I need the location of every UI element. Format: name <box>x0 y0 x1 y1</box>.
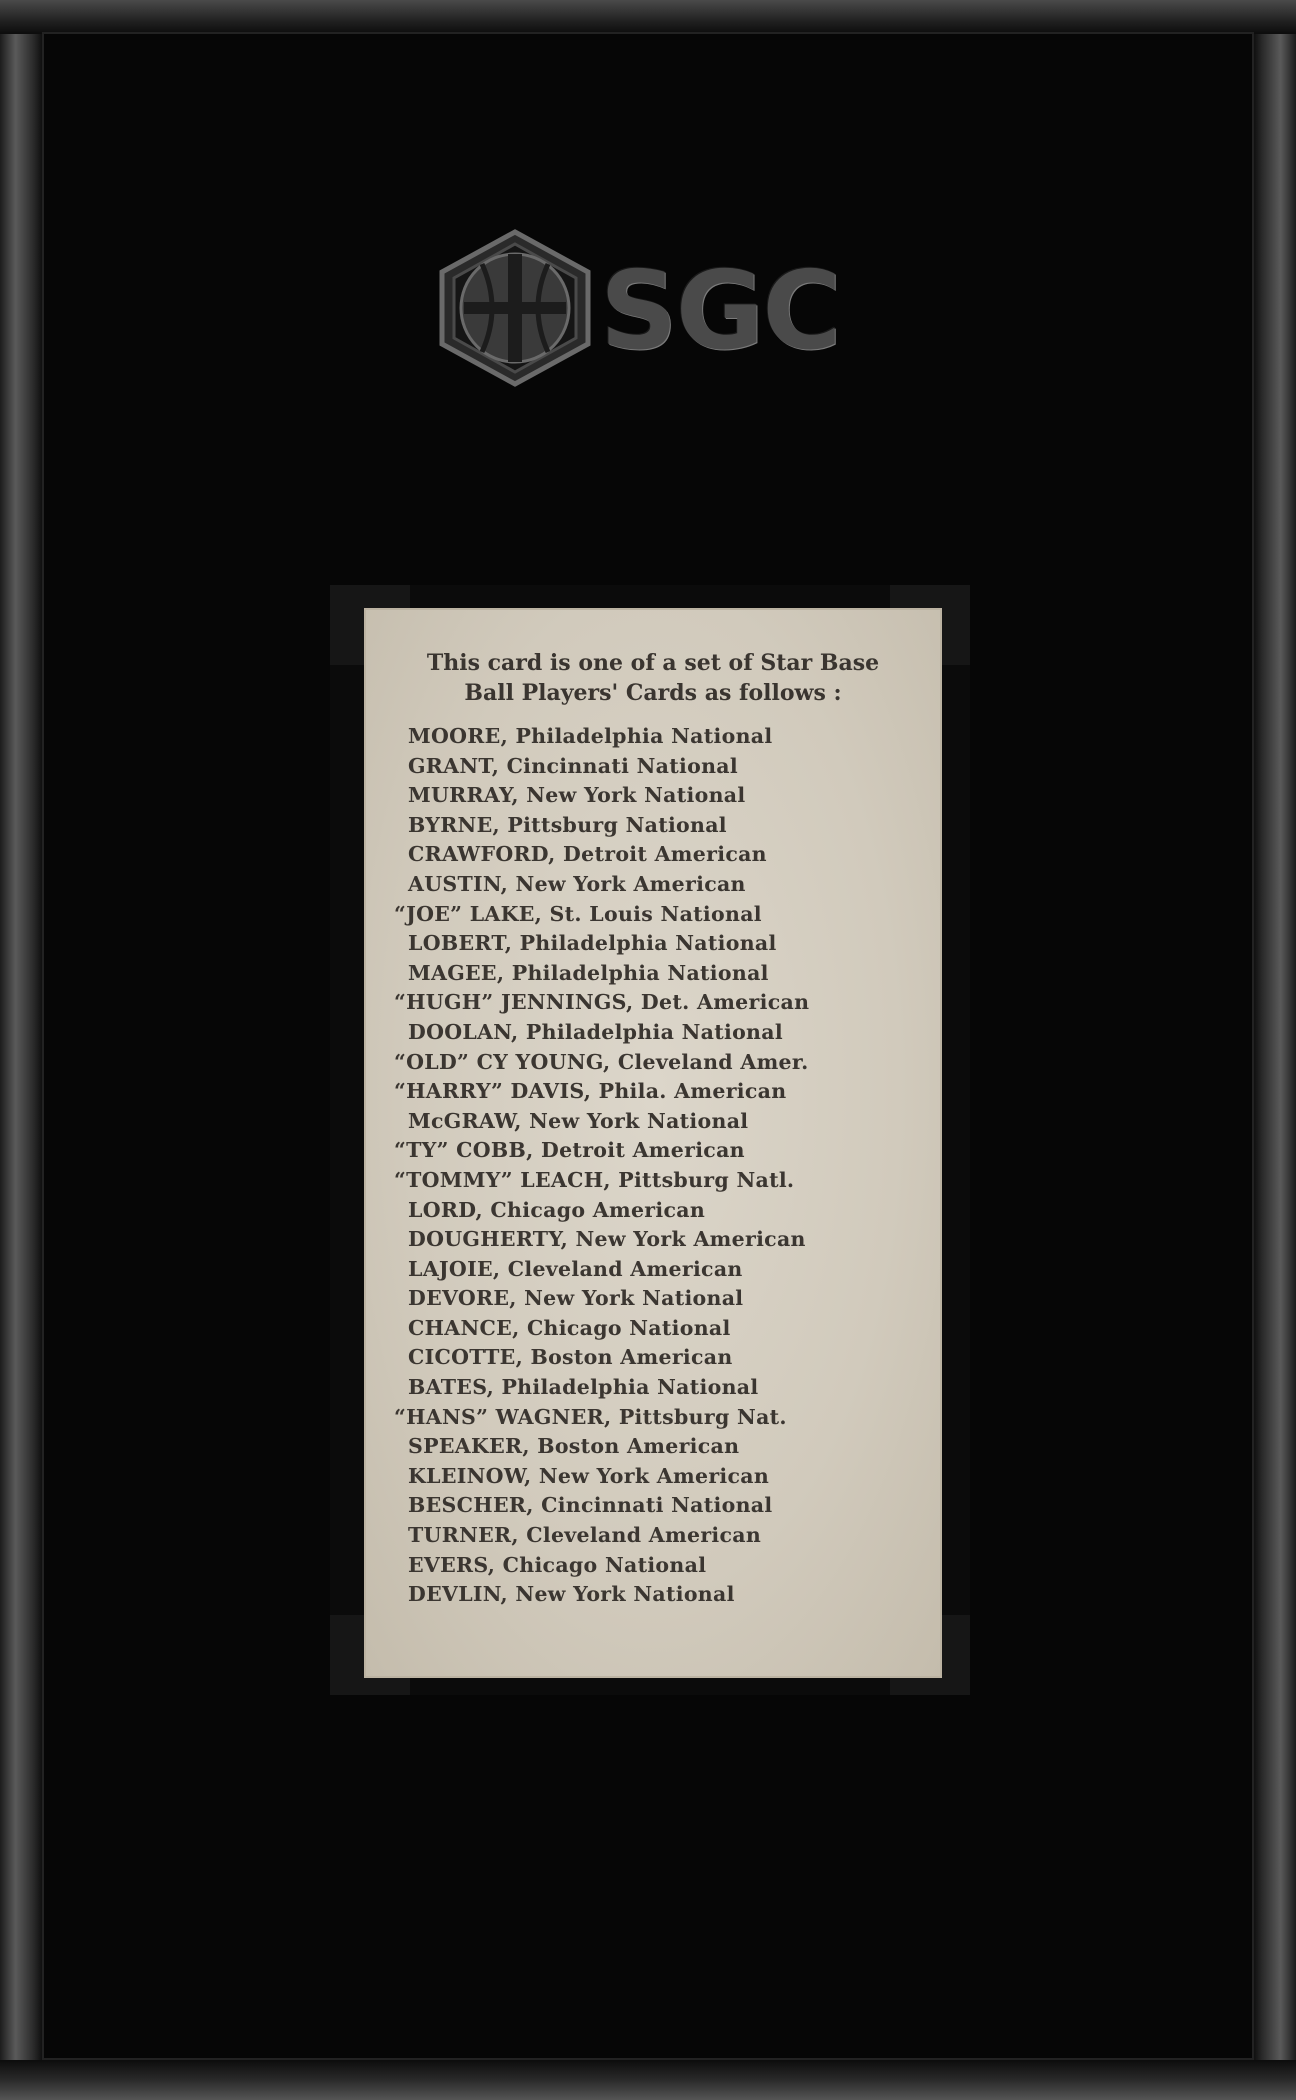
player-entry: BESCHER, Cincinnati National <box>408 1493 773 1518</box>
player-entry: BYRNE, Pittsburg National <box>408 812 727 837</box>
player-entry: LORD, Chicago American <box>408 1197 706 1222</box>
player-entry: “OLD” CY YOUNG, Cleveland Amer. <box>394 1049 809 1074</box>
player-entry: SPEAKER, Boston American <box>408 1434 740 1459</box>
card-heading-line-1: This card is one of a set of Star Base <box>426 650 880 676</box>
player-entry: McGRAW, New York National <box>408 1108 749 1133</box>
player-entry: DEVORE, New York National <box>408 1286 744 1311</box>
player-entry: MAGEE, Philadelphia National <box>408 960 769 985</box>
player-entry: DOOLAN, Philadelphia National <box>408 1019 783 1044</box>
baseball-card-back <box>364 608 942 1678</box>
player-entry: LOBERT, Philadelphia National <box>408 931 777 956</box>
player-entry: BATES, Philadelphia National <box>408 1375 759 1400</box>
player-entry: DOUGHERTY, New York American <box>408 1227 806 1252</box>
player-entry: “HUGH” JENNINGS, Det. American <box>394 990 810 1015</box>
card-heading-line-2: Ball Players' Cards as follows : <box>464 680 842 706</box>
player-entry: “HARRY” DAVIS, Phila. American <box>394 1079 787 1104</box>
player-entry: LAJOIE, Cleveland American <box>408 1256 743 1281</box>
player-entry: TURNER, Cleveland American <box>408 1523 762 1548</box>
player-entry: MOORE, Philadelphia National <box>408 724 773 748</box>
player-entry: EVERS, Chicago National <box>408 1552 707 1577</box>
player-entry: “TY” COBB, Detroit American <box>394 1138 745 1163</box>
player-entry: “TOMMY” LEACH, Pittsburg Natl. <box>394 1167 795 1192</box>
player-entry: “JOE” LAKE, St. Louis National <box>394 901 762 926</box>
player-entry: “HANS” WAGNER, Pittsburg Nat. <box>394 1404 787 1429</box>
player-entry: KLEINOW, New York American <box>408 1463 770 1488</box>
player-entry: DEVLIN, New York National <box>408 1582 735 1607</box>
baseball-hexagon-icon <box>430 228 600 388</box>
slab-bottom-rim <box>0 2060 1296 2100</box>
slab-top-rim <box>0 0 1296 34</box>
sgc-logo <box>430 228 880 388</box>
player-entry: GRANT, Cincinnati National <box>408 753 738 778</box>
player-checklist <box>394 722 809 1610</box>
player-entry: CHANCE, Chicago National <box>408 1315 731 1340</box>
logo-wordmark: SGC <box>600 249 840 374</box>
player-entry: CRAWFORD, Detroit American <box>408 842 767 867</box>
player-entry: MURRAY, New York National <box>408 783 746 808</box>
player-entry: CICOTTE, Boston American <box>408 1345 733 1370</box>
card-heading <box>364 648 942 708</box>
player-entry: AUSTIN, New York American <box>408 871 746 896</box>
